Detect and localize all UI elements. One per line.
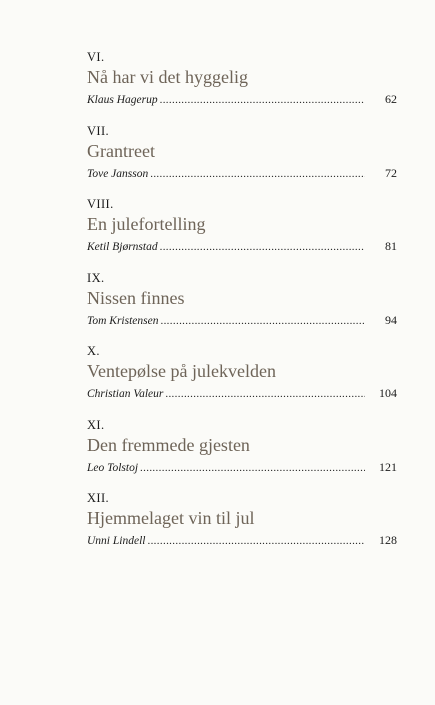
chapter-title: Den fremmede gjesten	[87, 434, 250, 455]
page-number: 81	[385, 239, 397, 253]
dot-leader	[150, 167, 365, 181]
author-line	[87, 386, 397, 401]
chapter-number: XI.	[87, 417, 105, 432]
author-line	[87, 313, 397, 328]
toc-entry	[87, 197, 397, 271]
dot-leader	[165, 387, 365, 401]
chapter-author: Tom Kristensen	[87, 314, 159, 327]
page-number: 72	[385, 165, 397, 180]
chapter-number: X.	[87, 344, 100, 358]
chapter-number: IX.	[87, 270, 105, 285]
toc-entry	[87, 124, 397, 198]
chapter-author: Leo Tolstoj	[87, 461, 139, 474]
author-line	[87, 460, 397, 475]
author-line	[87, 239, 397, 254]
page-number: 62	[385, 92, 397, 106]
author-line	[87, 92, 397, 107]
chapter-number: XII.	[87, 491, 110, 505]
chapter-title: Nissen finnes	[87, 287, 185, 308]
page-number: 94	[385, 312, 397, 327]
chapter-number: VIII.	[87, 197, 114, 211]
dot-leader	[160, 314, 365, 328]
chapter-author: Unni Lindell	[87, 535, 146, 547]
toc-entry	[87, 271, 397, 345]
author-line	[87, 533, 397, 548]
chapter-author: Ketil Bjørnstad	[87, 241, 158, 253]
page-number: 121	[379, 459, 397, 474]
chapter-title: Hjemmelaget vin til jul	[87, 508, 255, 528]
author-line	[87, 166, 397, 181]
chapter-title: Nå har vi det hyggelig	[87, 67, 248, 87]
dot-leader	[147, 534, 365, 548]
toc-entry	[87, 418, 397, 492]
chapter-author: Christian Valeur	[87, 388, 164, 400]
chapter-title: Ventepølse på julekvelden	[87, 361, 276, 381]
chapter-title: En julefortelling	[87, 214, 206, 234]
dot-leader	[140, 461, 365, 475]
dot-leader	[160, 93, 365, 107]
toc-entry	[87, 50, 397, 124]
chapter-number: VI.	[87, 50, 105, 64]
page-number: 128	[379, 533, 397, 547]
chapter-author: Klaus Hagerup	[87, 94, 158, 106]
dot-leader	[160, 240, 365, 254]
page-number: 104	[379, 386, 397, 400]
chapter-number: VII.	[87, 123, 110, 138]
toc-entry	[87, 344, 397, 418]
table-of-contents	[87, 50, 397, 565]
chapter-author: Tove Jansson	[87, 167, 149, 180]
toc-entry	[87, 491, 397, 565]
chapter-title: Grantreet	[87, 140, 155, 161]
